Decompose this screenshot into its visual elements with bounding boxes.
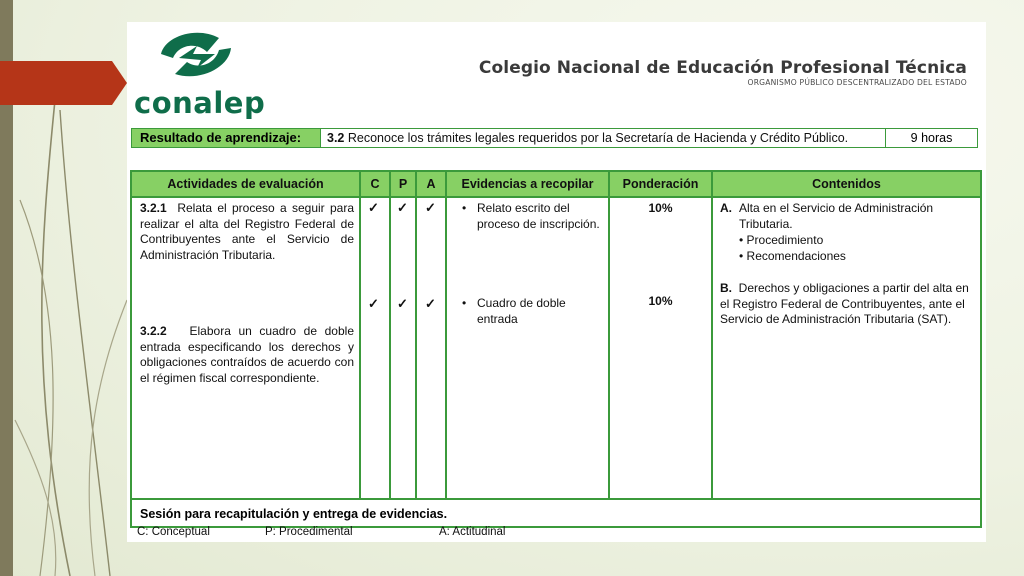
content-b-letter: B. bbox=[720, 281, 732, 295]
activity-code: 3.2.1 bbox=[140, 201, 167, 215]
content-a-letter: A. bbox=[720, 201, 732, 215]
learning-outcome-hours: 9 horas bbox=[910, 131, 953, 145]
learning-outcome-description: Reconoce los trámites legales requeridos por la Secretaría de Hacienda y Crédito Público. bbox=[347, 131, 849, 145]
activity-text: Elabora un cuadro de doble entrada especificando los derechos y obligaciones contraídos de acuerdo con el régimen fiscal correspondiente. bbox=[140, 324, 354, 385]
content-a-item-1: • Procedimiento bbox=[739, 233, 824, 247]
activity-text: Relata el proceso a seguir para realizar el alta del Registro Federal de Contribuyentes ante el Servicio de Administración Tributaria. bbox=[140, 201, 355, 262]
content-b-text: Derechos y obligaciones a partir del alta en el Registro Federal de Contribuyentes, ante el Servicio de Administración Tributaria (SAT). bbox=[720, 281, 969, 326]
header-divider bbox=[132, 196, 980, 198]
col-divider bbox=[359, 172, 361, 498]
learning-outcome-label: Resultado de aprendizaje: bbox=[132, 129, 321, 147]
activity-code: 3.2.2 bbox=[140, 324, 167, 338]
bullet-icon: • bbox=[462, 296, 467, 310]
check-a-row1: ✓ bbox=[425, 200, 436, 215]
evaluation-table bbox=[130, 170, 982, 528]
legend-c: C: Conceptual bbox=[137, 526, 210, 538]
learning-outcome-bar bbox=[131, 128, 978, 148]
activity-3-2-2 bbox=[140, 324, 354, 386]
institution-subtitle: ORGANISMO PÚBLICO DESCENTRALIZADO DEL ESTADO bbox=[747, 78, 967, 87]
col-divider bbox=[711, 172, 713, 498]
weight-row2: 10% bbox=[648, 294, 673, 308]
check-c-row1: ✓ bbox=[368, 200, 379, 215]
header-actividades: Actividades de evaluación bbox=[132, 172, 359, 196]
col-divider bbox=[389, 172, 391, 498]
header-p: P bbox=[391, 172, 415, 196]
logo-text: conalep bbox=[134, 86, 266, 120]
col-divider bbox=[415, 172, 417, 498]
learning-outcome-text bbox=[321, 129, 886, 147]
legend-a: A: Actitudinal bbox=[439, 526, 506, 538]
check-p-row2: ✓ bbox=[397, 296, 408, 311]
col-divider bbox=[445, 172, 447, 498]
weight-row1: 10% bbox=[648, 201, 673, 215]
learning-outcome-code: 3.2 bbox=[327, 131, 345, 145]
activity-3-2-1 bbox=[140, 201, 354, 263]
evidence-row1: Relato escrito del proceso de inscripción. bbox=[477, 201, 600, 231]
content-a-item-2: • Recomendaciones bbox=[739, 249, 846, 263]
check-a-row2: ✓ bbox=[425, 296, 436, 311]
content-b bbox=[720, 281, 973, 328]
legend-p: P: Procedimental bbox=[265, 526, 353, 538]
check-c-row2: ✓ bbox=[368, 296, 379, 311]
header-evidencias: Evidencias a recopilar bbox=[447, 172, 608, 196]
conalep-logo-icon bbox=[157, 28, 235, 86]
header-a: A bbox=[417, 172, 445, 196]
footer-divider bbox=[132, 498, 980, 500]
header-contenidos: Contenidos bbox=[713, 172, 980, 196]
evidence-row2: Cuadro de doble entrada bbox=[477, 296, 566, 326]
content-a-text: Alta en el Servicio de Administración Tributaria. bbox=[739, 201, 934, 231]
header-c: C bbox=[361, 172, 389, 196]
header-ponderacion: Ponderación bbox=[610, 172, 711, 196]
table-footer: Sesión para recapitulación y entrega de evidencias. bbox=[140, 507, 448, 521]
institution-name: Colegio Nacional de Educación Profesional Técnica bbox=[478, 58, 967, 78]
bullet-icon: • bbox=[462, 201, 467, 215]
document-page bbox=[127, 22, 986, 542]
check-p-row1: ✓ bbox=[397, 200, 408, 215]
col-divider bbox=[608, 172, 610, 498]
red-arrow-decoration bbox=[0, 61, 127, 105]
